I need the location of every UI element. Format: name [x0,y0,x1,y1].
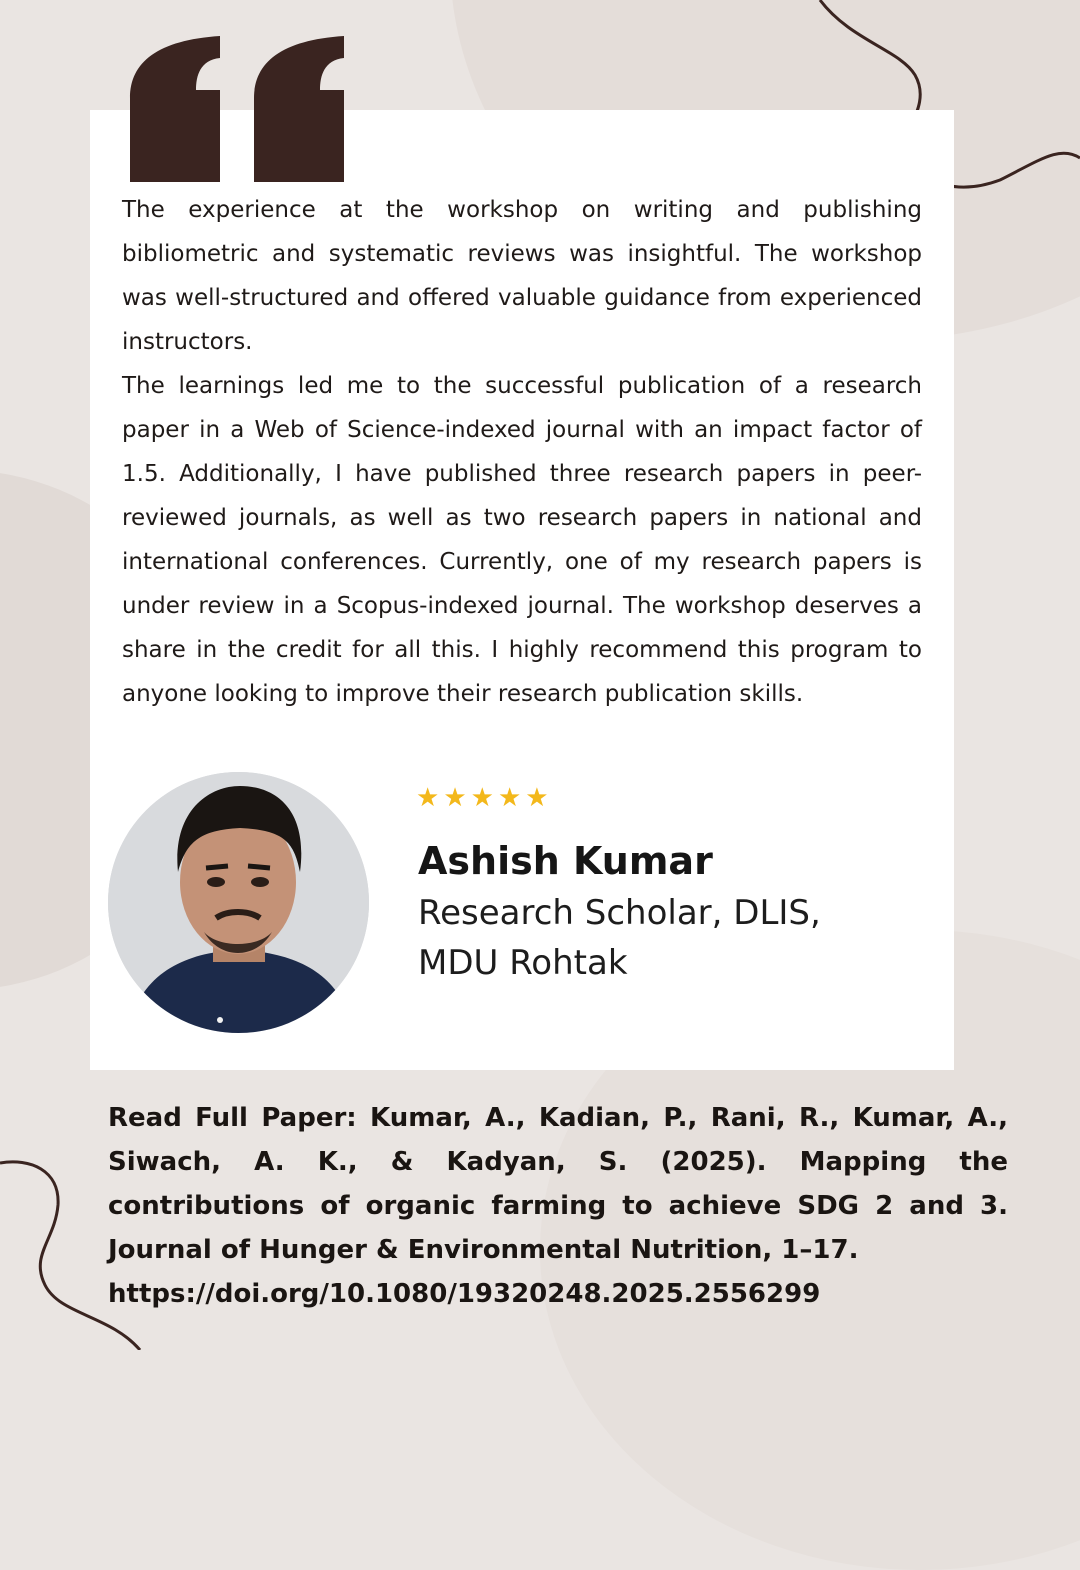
avatar [108,772,369,1033]
testimonial-text [122,188,922,716]
citation-text: Read Full Paper: Kumar, A., Kadian, P., Rani, R., Kumar, A., Siwach, A. K., & Kadyan, S. (2025). Mapping the contributions of organic farming to achieve SDG 2 and 3. Journal of Hunger & Environmental Nutrition, 1–17. [108,1103,1008,1265]
person-name: Ashish Kumar [418,839,713,883]
testimonial-paragraph: The experience at the workshop on writing and publishing bibliometric and systematic reviews was insightful. The workshop was well-structured and offered valuable guidance from experienced instructors. [122,197,922,355]
testimonial-paragraph: The learnings led me to the successful publication of a research paper in a Web of Science-indexed journal with an impact factor of 1.5. Additionally, I have published three research papers in peer-reviewed journals, as well as two research papers in national and international conferences. Currently, one of my research papers is under review in a Scopus-indexed journal. The workshop deserves a share in the credit for all this. I highly recommend this program to anyone looking to improve their research publication skills. [122,373,922,707]
rating-stars [416,783,549,813]
open-quote-icon [128,36,350,182]
star-icon: ★ [525,783,549,813]
star-icon: ★ [470,783,494,813]
citation-link[interactable]: https://doi.org/10.1080/19320248.2025.2556299 [108,1279,821,1309]
star-icon: ★ [416,783,440,813]
citation [108,1096,1008,1316]
person-role-line: MDU Rohtak [418,943,628,983]
person-role-line: Research Scholar, DLIS, [418,893,821,933]
avatar-portrait [108,772,369,1033]
person-role [418,888,938,988]
star-icon: ★ [497,783,522,813]
star-icon: ★ [443,783,467,813]
